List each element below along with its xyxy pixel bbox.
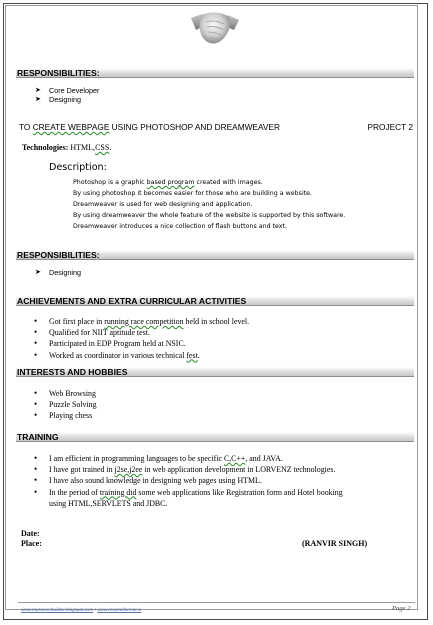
project-title-row [19,122,413,132]
list-item-continuation: using HTML,SERVLETS and JDBC. [49,498,168,508]
responsibilities-list [35,86,99,104]
signature-name: (RANVIR SINGH) [302,539,368,548]
footer-link-site[interactable]: www.resumeformat.in [97,607,142,612]
footer-links: www.mycareerbuilder.blogspot.com / www.resumeformat.in [21,607,142,612]
description-line: By using photoshop it becomes easier for those who are building a website. [73,190,313,197]
technologies-label: Technologies [22,143,66,152]
list-item: • Participated in EDP Program held at NSIC. [34,338,186,349]
date-label: Date: [21,529,40,538]
bullet-icon: • [34,349,38,360]
technologies-line: Technologies: HTML,CSS. [22,143,112,152]
training-list [34,453,343,509]
handshake-logo-icon [190,8,240,48]
bullet-icon: • [34,338,38,349]
list-item: • Playing chess [34,410,93,421]
list-item: • Worked as coordinator in various technical fest. [34,349,200,360]
description-line: By using dreamweaver the whole feature of the website is supported by this software. [73,212,346,219]
responsibilities-list-2 [35,268,81,277]
description-line: Photoshop is a graphic based program created with images. [73,179,263,186]
page-number: Page 2 [392,605,411,612]
bullet-icon: • [34,388,38,398]
section-heading-achievements: ACHIEVEMENTS AND EXTRA CURRICULAR ACTIVITIES [16,296,414,306]
list-item: • I have also sound knowledge in designing web pages using HTML. [34,475,262,486]
arrow-bullet-icon: ➤ [35,87,41,94]
place-label: Place: [21,539,42,548]
section-heading-responsibilities-2: RESPONSIBILITIES: [16,250,414,260]
footer-link-blog[interactable]: www.mycareerbuilder.blogspot.com [21,607,94,612]
bullet-icon: • [34,453,38,463]
section-heading-interests: INTERESTS AND HOBBIES [16,367,414,377]
interests-list [34,388,97,422]
bullet-icon: • [34,410,38,421]
section-heading-responsibilities: RESPONSIBILITIES: [16,68,414,78]
list-item: • Qualified for NIIT aptitude test. [34,327,150,338]
bullet-icon: • [34,464,38,475]
bullet-icon: • [34,399,38,410]
description-line: Dreamweaver introduces a nice collection of flash buttons and text. [73,223,288,230]
footer-rule [18,602,415,603]
achievements-list [34,316,249,361]
list-item: ➤ Designing [35,95,81,104]
bullet-icon: • [34,316,38,326]
project-number: PROJECT 2 [367,122,413,132]
bullet-icon: • [34,327,38,338]
arrow-bullet-icon: ➤ [35,269,41,276]
list-item: • Got first place in running race competition held in school level. [34,316,250,326]
list-item: • Puzzle Solving [34,399,97,410]
list-item: • I am efficient in programming languages to be specific C,C++, and JAVA. [34,453,283,463]
list-item: • I have got trained in j2se,j2ee in web application development in LORVENZ technologies. [34,464,336,475]
description-line: Dreamweaver is used for web designing and application. [73,201,253,208]
list-item: ➤ Core Developer [35,86,100,95]
list-item: • Web Browsing [34,388,96,398]
bullet-icon: • [34,475,38,486]
bullet-icon: • [34,486,38,497]
list-item: ➤ Designing [35,268,81,277]
project-title: TO CREATE WEBPAGE USING PHOTOSHOP AND DREAMWEAVER [19,122,280,132]
arrow-bullet-icon: ➤ [35,96,41,103]
list-item: • In the period of training did some web applications like Registration form and Hotel booking [34,486,343,497]
section-heading-training: TRAINING [16,432,414,442]
description-heading: Description: [49,162,107,173]
